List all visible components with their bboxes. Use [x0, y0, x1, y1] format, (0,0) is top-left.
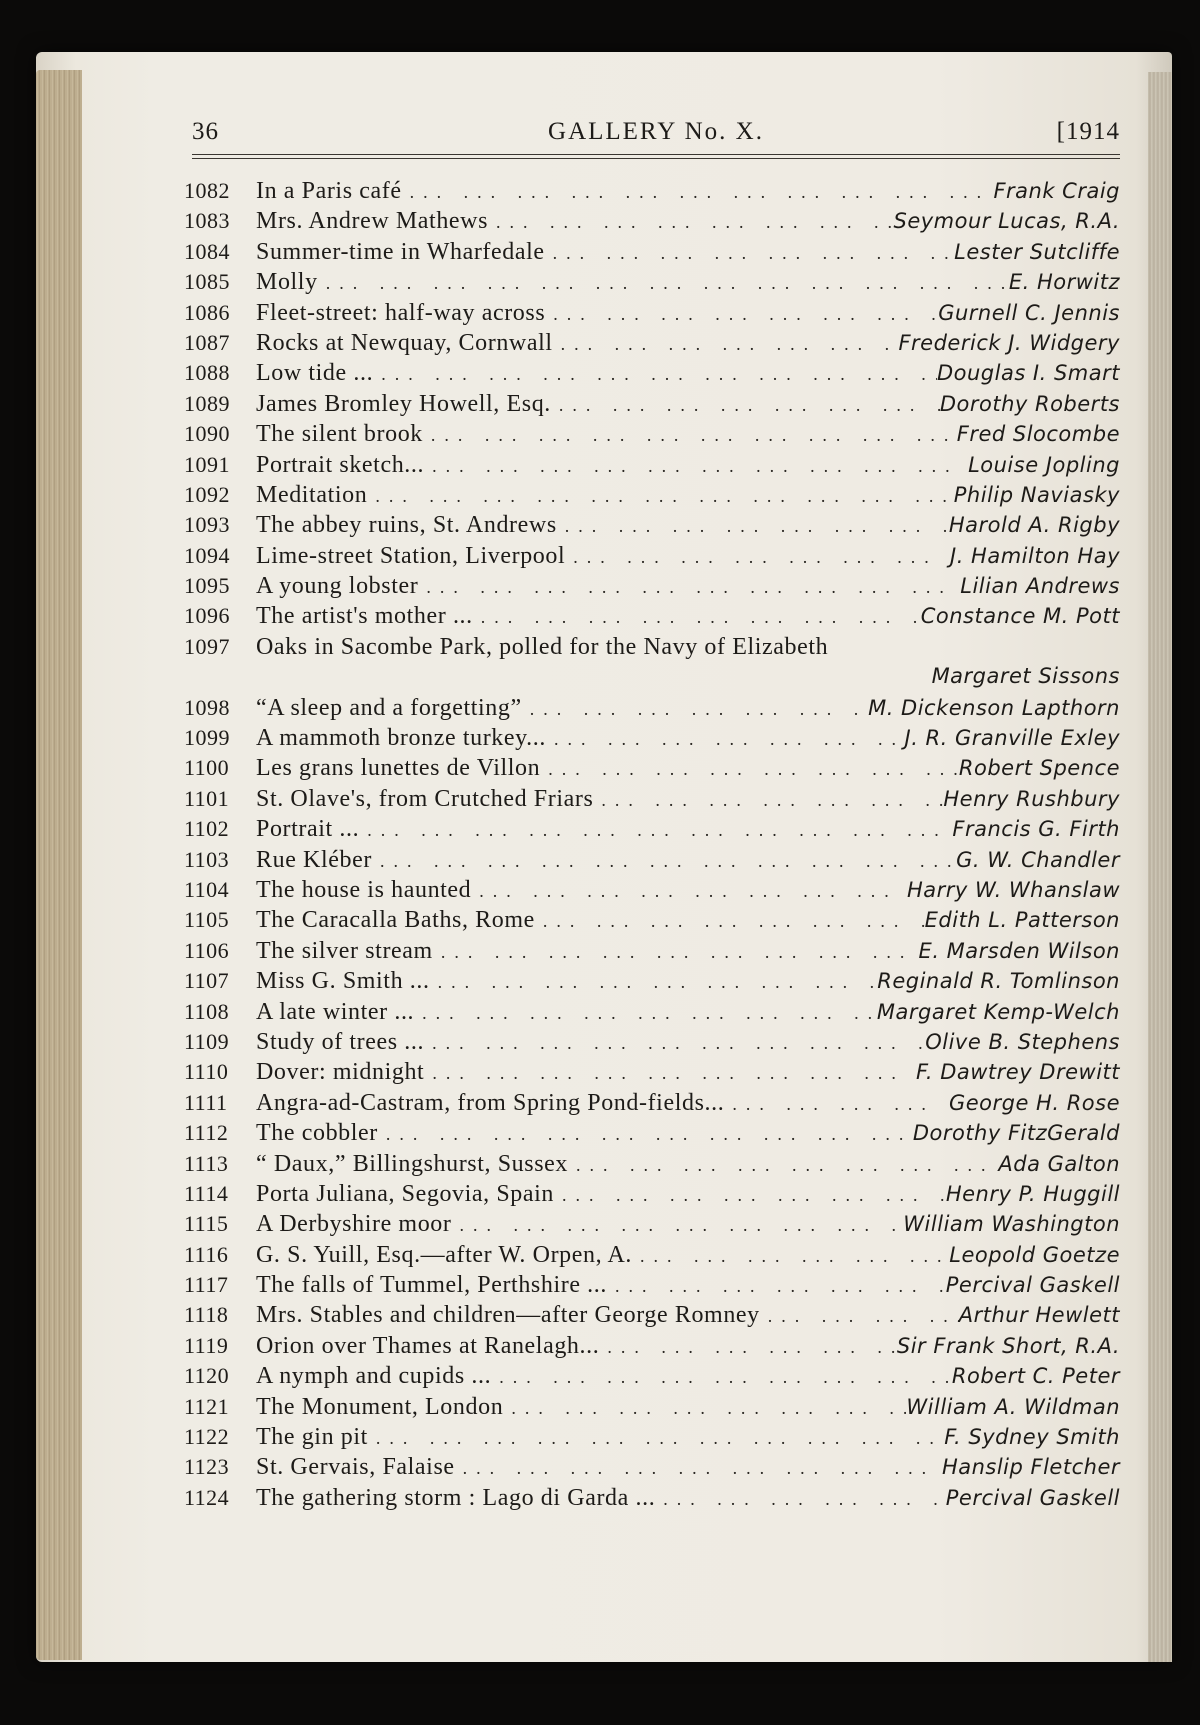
- leader-dots: [463, 1458, 942, 1479]
- entry-number: 1101: [184, 785, 230, 811]
- leader-dots: [380, 851, 956, 872]
- leader-dots: [460, 1215, 904, 1236]
- year-label: [1914: [1056, 118, 1120, 145]
- entry-artist: Harry W. Whanslaw: [906, 877, 1120, 902]
- entry-title: Lime-street Station, Liverpool: [256, 542, 566, 569]
- leader-dots: [530, 699, 868, 720]
- leader-dots: [553, 243, 955, 264]
- entry-number: 1116: [184, 1241, 229, 1267]
- entry-number: 1097: [184, 633, 230, 659]
- catalogue-entry: [184, 1272, 1120, 1302]
- entry-title: Porta Juliana, Segovia, Spain: [256, 1180, 555, 1207]
- entry-number: 1108: [184, 998, 230, 1024]
- entry-number: 1102: [184, 816, 230, 842]
- entry-title: The Caracalla Baths, Rome: [256, 907, 535, 934]
- catalogue-entry: [184, 1485, 1120, 1515]
- leader-dots: [375, 486, 953, 507]
- entry-artist: Louise Jopling: [968, 452, 1120, 477]
- entry-number: 1083: [184, 208, 230, 234]
- catalogue-entry: [184, 178, 1120, 208]
- header-rule-top: [192, 154, 1120, 155]
- entry-title: Orion over Thames at Ranelagh...: [256, 1332, 600, 1359]
- entry-title: The silver stream: [256, 937, 433, 964]
- entry-title: “A sleep and a forgetting”: [256, 694, 522, 721]
- entry-title: A late winter ...: [256, 998, 415, 1025]
- entry-title: Low tide ...: [256, 360, 374, 387]
- leader-dots: [559, 395, 940, 416]
- catalogue-entry: [184, 1029, 1120, 1059]
- entry-artist: F. Dawtrey Drewitt: [915, 1060, 1120, 1085]
- entry-artist: Robert Spence: [958, 756, 1120, 781]
- entry-title: “ Daux,” Billingshurst, Sussex: [256, 1150, 568, 1177]
- leader-dots: [431, 425, 957, 446]
- entry-title: The abbey ruins, St. Andrews: [256, 512, 557, 539]
- entry-number: 1085: [184, 269, 230, 295]
- catalogue-entry: [184, 512, 1120, 542]
- entry-number: 1099: [184, 725, 230, 751]
- leader-dots: [376, 1428, 944, 1449]
- entry-number: 1120: [184, 1363, 230, 1389]
- entry-artist: Ada Galton: [998, 1151, 1120, 1176]
- entry-title: A Derbyshire moor: [256, 1211, 452, 1238]
- leader-dots: [441, 942, 919, 963]
- entry-artist: Frank Craig: [993, 179, 1120, 203]
- entry-number: 1113: [184, 1150, 229, 1176]
- catalogue-entry: [184, 1242, 1120, 1272]
- entry-number: 1100: [184, 755, 230, 781]
- entry-artist: Margaret Sissons: [931, 664, 1120, 689]
- entry-artist: J. R. Granville Exley: [904, 726, 1120, 751]
- entry-artist: J. Hamilton Hay: [950, 543, 1120, 568]
- entry-number: 1119: [184, 1332, 229, 1358]
- catalogue-entry: [184, 968, 1120, 998]
- entry-artist: Fred Slocombe: [956, 422, 1120, 447]
- entry-artist: Henry Rushbury: [943, 786, 1120, 811]
- entry-artist: George H. Rose: [948, 1090, 1120, 1115]
- catalogue-list: [184, 178, 1120, 1515]
- entry-artist: Edith L. Patterson: [924, 908, 1120, 933]
- entry-number: 1087: [184, 329, 230, 355]
- entry-number: 1096: [184, 603, 230, 629]
- catalogue-entry: [184, 208, 1120, 238]
- entry-artist: Seymour Lucas, R.A.: [893, 209, 1120, 234]
- entry-title: G. S. Yuill, Esq.—after W. Orpen, A.: [256, 1241, 633, 1268]
- catalogue-entry: [184, 1211, 1120, 1241]
- entry-number: 1110: [184, 1059, 229, 1085]
- catalogue-entry: [184, 816, 1120, 846]
- entry-number: 1107: [184, 968, 230, 994]
- leader-dots: [576, 1155, 998, 1176]
- catalogue-entry: [184, 695, 1120, 725]
- leader-dots: [732, 1094, 949, 1115]
- leader-dots: [432, 1033, 925, 1054]
- entry-number: 1123: [184, 1454, 230, 1480]
- entry-artist: Philip Naviasky: [953, 482, 1120, 507]
- entry-number: 1095: [184, 573, 230, 599]
- catalogue-entry: [184, 1090, 1120, 1120]
- entry-title: Summer-time in Wharfedale: [256, 238, 545, 265]
- entry-artist: Robert C. Peter: [951, 1364, 1120, 1389]
- catalogue-entry: [184, 452, 1120, 482]
- leader-dots: [573, 547, 950, 568]
- leader-dots: [554, 729, 905, 750]
- entry-artist: Dorothy FitzGerald: [912, 1121, 1120, 1146]
- entry-number: 1105: [184, 907, 230, 933]
- entry-artist: F. Sydney Smith: [944, 1425, 1120, 1450]
- entry-number: 1092: [184, 481, 230, 507]
- page-number: 36: [192, 118, 219, 145]
- entry-title: The gathering storm : Lago di Garda ...: [256, 1484, 656, 1511]
- catalogue-entry: [184, 1424, 1120, 1454]
- entry-title: The artist's mother ...: [256, 603, 473, 630]
- entry-number: 1091: [184, 451, 230, 477]
- entry-artist: Lester Sutcliffe: [954, 239, 1120, 264]
- entry-number: 1093: [184, 512, 230, 538]
- entry-title: The falls of Tummel, Perthshire ...: [256, 1272, 607, 1299]
- entry-artist: Reginald R. Tomlinson: [877, 969, 1120, 994]
- leader-dots: [432, 1063, 916, 1084]
- entry-artist: Frederick J. Widgery: [898, 330, 1120, 355]
- entry-title: Angra-ad-Castram, from Spring Pond-fields...: [256, 1089, 725, 1116]
- leader-dots: [511, 1398, 906, 1419]
- entry-artist: Henry P. Huggill: [945, 1181, 1120, 1206]
- catalogue-entry: [184, 1120, 1120, 1150]
- page-edge-left: [36, 70, 82, 1660]
- gallery-title: GALLERY No. X.: [548, 118, 764, 145]
- leader-dots: [367, 820, 952, 841]
- catalogue-entry: [184, 1302, 1120, 1332]
- entry-title: Rocks at Newquay, Cornwall: [256, 329, 553, 356]
- entry-number: 1086: [184, 299, 230, 325]
- entry-number: 1103: [184, 846, 230, 872]
- entry-number: 1117: [184, 1272, 229, 1298]
- header-rule-bottom: [192, 158, 1120, 159]
- catalogue-entry: [184, 543, 1120, 573]
- catalogue-entry-continuation: [184, 664, 1120, 694]
- entry-artist: Harold A. Rigby: [948, 513, 1120, 538]
- entry-number: 1118: [184, 1302, 229, 1328]
- entry-number: 1111: [184, 1089, 228, 1115]
- entry-number: 1090: [184, 421, 230, 447]
- entry-title: The Monument, London: [256, 1393, 504, 1420]
- entry-number: 1104: [184, 876, 230, 902]
- entry-number: 1089: [184, 390, 230, 416]
- leader-dots: [548, 759, 959, 780]
- entry-artist: Douglas I. Smart: [936, 361, 1120, 386]
- entry-artist: William A. Wildman: [906, 1394, 1120, 1419]
- entry-title: Dover: midnight: [256, 1059, 425, 1086]
- catalogue-entry: [184, 1059, 1120, 1089]
- entry-artist: Olive B. Stephens: [925, 1029, 1120, 1054]
- catalogue-entry: [184, 603, 1120, 633]
- catalogue-entry: [184, 999, 1120, 1029]
- catalogue-entry: [184, 1333, 1120, 1363]
- entry-artist: William Washington: [903, 1212, 1120, 1237]
- catalogue-entry: [184, 239, 1120, 269]
- catalogue-entry: [184, 877, 1120, 907]
- entry-artist: Margaret Kemp-Welch: [876, 999, 1120, 1024]
- entry-artist: Leopold Goetze: [949, 1242, 1120, 1267]
- catalogue-entry: [184, 482, 1120, 512]
- entry-title: St. Gervais, Falaise: [256, 1454, 455, 1481]
- entry-title: St. Olave's, from Crutched Friars: [256, 785, 594, 812]
- entry-title: Rue Kléber: [256, 846, 372, 873]
- entry-artist: Gurnell C. Jennis: [938, 300, 1120, 325]
- entry-title: A nymph and cupids ...: [256, 1363, 492, 1390]
- catalogue-entry: [184, 634, 1120, 664]
- catalogue-entry: [184, 907, 1120, 937]
- catalogue-entry: [184, 755, 1120, 785]
- entry-artist: Francis G. Firth: [952, 817, 1120, 842]
- leader-dots: [438, 972, 878, 993]
- catalogue-entry: [184, 1394, 1120, 1424]
- leader-dots: [479, 881, 907, 902]
- entry-number: 1114: [184, 1180, 229, 1206]
- entry-number: 1088: [184, 360, 230, 386]
- running-header: [192, 118, 1120, 152]
- leader-dots: [615, 1276, 946, 1297]
- catalogue-entry: [184, 725, 1120, 755]
- entry-title: Mrs. Andrew Mathews: [256, 208, 489, 235]
- catalogue-entry: [184, 391, 1120, 421]
- catalogue-entry: [184, 330, 1120, 360]
- entry-artist: Hanslip Fletcher: [941, 1455, 1120, 1480]
- leader-dots: [565, 516, 949, 537]
- leader-dots: [768, 1306, 959, 1327]
- entry-title: Mrs. Stables and children—after George Romney: [256, 1302, 760, 1329]
- entry-title: In a Paris café: [256, 178, 402, 204]
- entry-title: The silent brook: [256, 421, 423, 448]
- entry-title: Molly: [256, 269, 318, 296]
- entry-artist: E. Marsden Wilson: [918, 938, 1120, 963]
- entry-artist: Percival Gaskell: [945, 1485, 1120, 1510]
- entry-title: Les grans lunettes de Villon: [256, 755, 541, 782]
- leader-dots: [562, 1185, 946, 1206]
- leader-dots: [381, 364, 937, 385]
- catalogue-entry: [184, 269, 1120, 299]
- entry-artist: M. Dickenson Lapthorn: [868, 695, 1120, 720]
- entry-title: A young lobster: [256, 573, 419, 600]
- entry-title: The house is haunted: [256, 876, 472, 903]
- entry-title: Portrait sketch...: [256, 451, 425, 478]
- entry-number: 1094: [184, 542, 230, 568]
- catalogue-entry: [184, 847, 1120, 877]
- entry-title: Meditation: [256, 481, 368, 508]
- entry-title: James Bromley Howell, Esq.: [256, 390, 551, 417]
- leader-dots: [481, 607, 921, 628]
- entry-number: 1121: [184, 1393, 230, 1419]
- entry-artist: G. W. Chandler: [956, 847, 1120, 872]
- leader-dots: [326, 273, 1009, 294]
- entry-artist: Constance M. Pott: [920, 604, 1120, 629]
- entry-number: 1124: [184, 1484, 230, 1510]
- catalogue-entry: [184, 300, 1120, 330]
- entry-title: Portrait ...: [256, 816, 360, 843]
- catalogue-entry: [184, 1454, 1120, 1484]
- entry-number: 1084: [184, 238, 230, 264]
- catalogue-entry: [184, 1363, 1120, 1393]
- entry-title: Oaks in Sacombe Park, polled for the Navy of Elizabeth: [256, 633, 829, 660]
- leader-dots: [561, 334, 899, 355]
- entry-number: 1106: [184, 937, 230, 963]
- catalogue-entry: [184, 1181, 1120, 1211]
- entry-number: 1115: [184, 1211, 229, 1237]
- entry-number: 1082: [184, 178, 230, 203]
- entry-artist: Dorothy Roberts: [939, 391, 1120, 416]
- catalogue-entry: [184, 421, 1120, 451]
- catalogue-entry: [184, 938, 1120, 968]
- entry-title: Study of trees ...: [256, 1028, 425, 1055]
- entry-artist: Sir Frank Short, R.A.: [896, 1333, 1120, 1358]
- leader-dots: [410, 182, 994, 203]
- entry-title: Fleet-street: half-way across: [256, 299, 546, 326]
- leader-dots: [601, 790, 943, 811]
- page-edge-right: [1148, 72, 1172, 1662]
- entry-title: A mammoth bronze turkey...: [256, 725, 546, 752]
- catalogue-entry: [184, 786, 1120, 816]
- catalogue-entry: [184, 360, 1120, 390]
- entry-artist: E. Horwitz: [1008, 270, 1120, 295]
- entry-artist: Arthur Hewlett: [958, 1303, 1120, 1328]
- entry-title: Miss G. Smith ...: [256, 968, 430, 995]
- entry-artist: Percival Gaskell: [945, 1273, 1120, 1298]
- leader-dots: [386, 1124, 913, 1145]
- entry-number: 1122: [184, 1424, 230, 1450]
- entry-title: The cobbler: [256, 1120, 378, 1147]
- entry-artist: Lilian Andrews: [960, 574, 1120, 599]
- leader-dots: [422, 1003, 877, 1024]
- leader-dots: [663, 1489, 945, 1510]
- leader-dots: [553, 304, 938, 325]
- catalogue-entry: [184, 1151, 1120, 1181]
- entry-title: The gin pit: [256, 1424, 368, 1451]
- leader-dots: [499, 1367, 952, 1388]
- leader-dots: [432, 456, 968, 477]
- entry-number: 1109: [184, 1028, 230, 1054]
- entry-number: 1112: [184, 1120, 229, 1146]
- catalogue-entry: [184, 573, 1120, 603]
- leader-dots: [640, 1246, 949, 1267]
- leader-dots: [607, 1337, 897, 1358]
- leader-dots: [543, 911, 925, 932]
- leader-dots: [496, 212, 893, 233]
- entry-number: 1098: [184, 694, 230, 720]
- leader-dots: [426, 577, 960, 598]
